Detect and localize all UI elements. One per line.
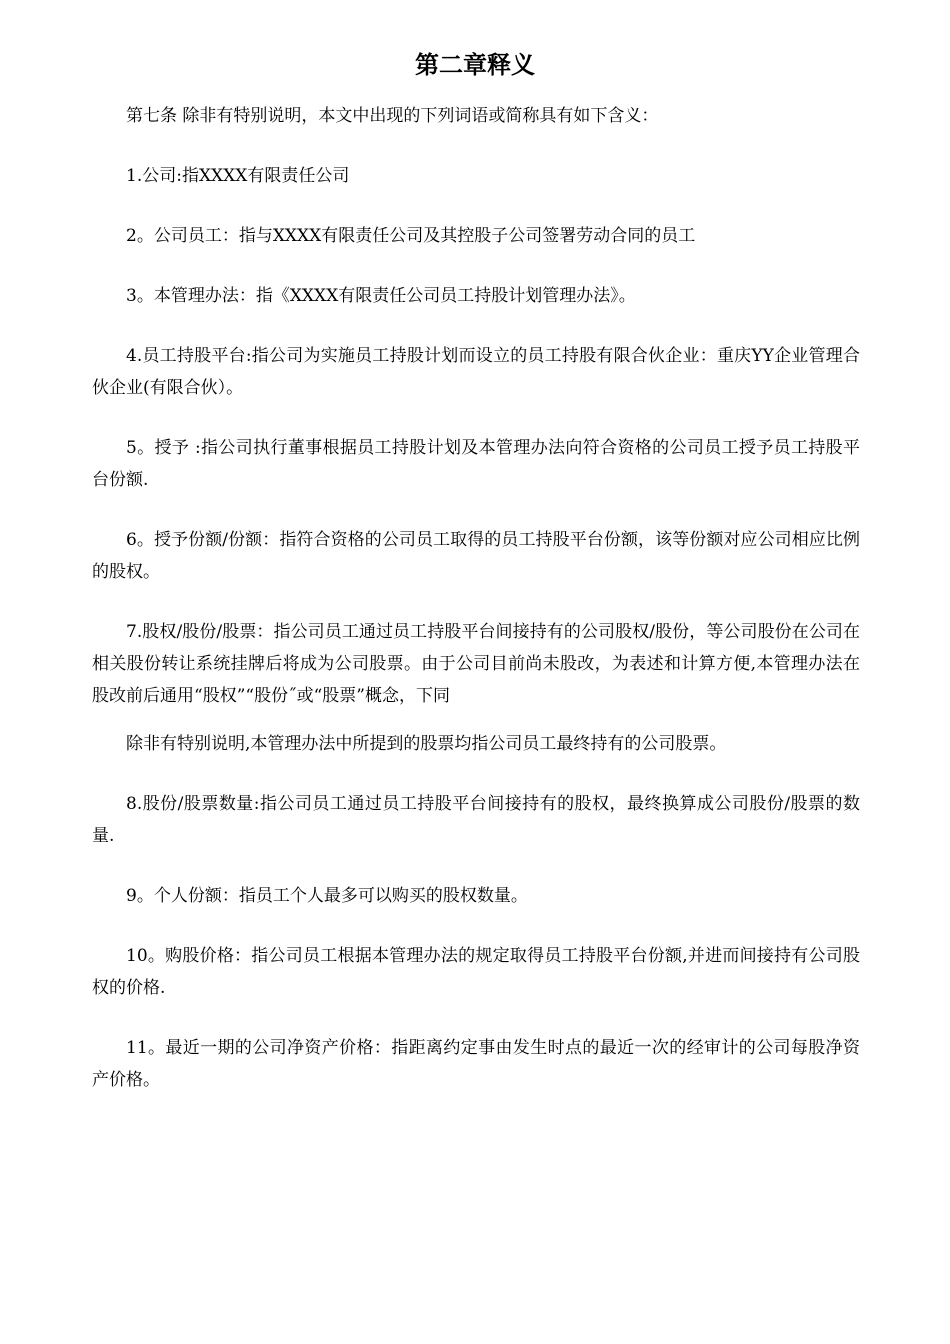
paragraph-definition-7: 7.股权/股份/股票：指公司员工通过员工持股平台间接持有的公司股权/股份，等公司股份在公司在相关股份转让系统挂牌后将成为公司股票。由于公司目前尚未股改，为表述和计算方便,本管理办法在股改前后通用“股权”“股份˝或“股票”概念，下同 [92,622,860,706]
paragraph-definition-3: 3。本管理办法：指《XXXX有限责任公司员工持股计划管理办法》。 [126,286,636,306]
paragraph-definition-4: 4.员工持股平台:指公司为实施员工持股计划而设立的员工持股有限合伙企业：重庆YY企业管理合伙企业(有限合伙）。 [92,346,860,398]
paragraph-definition-5: 5。授予 :指公司执行董事根据员工持股计划及本管理办法向符合资格的公司员工授予员工持股平台份额. [92,438,860,490]
paragraph-definition-8: 8.股份/股票数量:指公司员工通过员工持股平台间接持有的股权，最终换算成公司股份/股票的数量. [92,794,860,846]
paragraph-definition-11: 11。最近一期的公司净资产价格：指距离约定事由发生时点的最近一次的经审计的公司每股净资产价格。 [92,1038,860,1090]
paragraph-article-7: 第七条 除非有特别说明，本文中出现的下列词语或简称具有如下含义： [126,106,659,126]
chapter-title: 第二章释义 [415,51,535,79]
paragraph-definition-2: 2。公司员工：指与XXXX有限责任公司及其控股子公司签署劳动合同的员工 [126,226,696,246]
document-body [92,100,860,1124]
paragraph-definition-1: 1.公司:指XXXX有限责任公司 [126,166,350,186]
paragraph-definition-9: 9。个人份额：指员工个人最多可以购买的股权数量。 [126,886,528,906]
paragraph-definition-10: 10。购股价格：指公司员工根据本管理办法的规定取得员工持股平台份额,并进而间接持有公司股权的价格. [92,946,860,998]
paragraph-note: 除非有特别说明,本管理办法中所提到的股票均指公司员工最终持有的公司股票。 [126,734,727,754]
paragraph-definition-6: 6。授予份额/份额：指符合资格的公司员工取得的员工持股平台份额，该等份额对应公司相应比例的股权。 [92,530,860,582]
